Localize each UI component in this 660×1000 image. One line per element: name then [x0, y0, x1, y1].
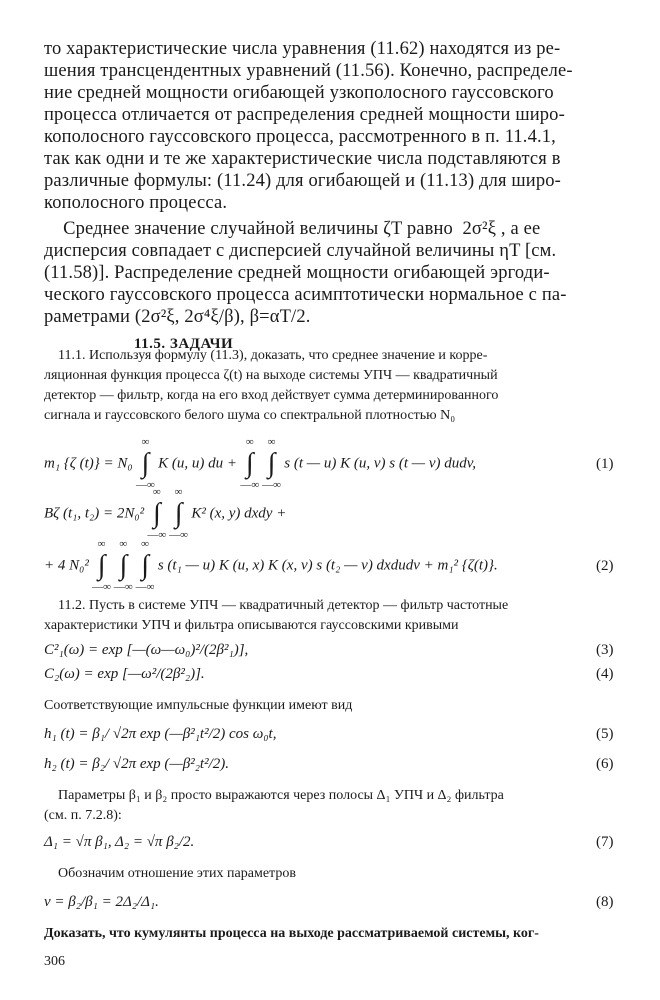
text-line: дисперсия совпадает с дисперсией случайной величины ηT [см. [44, 241, 557, 261]
eq-body: C₂(ω) = exp [—ω²/(2β²₂)]. [44, 666, 205, 682]
text-line: шения трансцендентных уравнений (11.56). Конечно, распределе- [44, 61, 573, 81]
equation-7 [0, 834, 660, 854]
integral-sign: ∞ ∫ —∞ [135, 538, 155, 593]
eq-body: C²₁(ω) = exp [—(ω—ω₀)²/(2β²₁)], [44, 642, 249, 658]
eq-body: ν = β₂/β₁ = 2Δ₂/Δ₁. [44, 894, 159, 910]
text-line: процесса отличается от распределения средней мощности широ- [44, 105, 565, 125]
equation-number: (1) [596, 456, 614, 472]
text-line: (см. п. 7.2.8): [44, 808, 122, 823]
equation-1 [0, 436, 660, 491]
text-line: раметрами (2σ²ξ, 2σ⁴ξ/β), β=αT/2. [44, 307, 311, 327]
equation-number: (6) [596, 756, 614, 772]
eq-lhs: + 4 N₀² [44, 557, 89, 574]
text-line: Доказать, что кумулянты процесса на выходе рассматриваемой системы, ког- [44, 926, 539, 941]
text-line: Параметры β₁ и β₂ просто выражаются через полосы Δ₁ УПЧ и Δ₂ фильтра [44, 788, 504, 803]
equation-number: (8) [596, 894, 614, 910]
text-line: 11.1. Используя формулу (11.3), доказать, что среднее значение и корре- [44, 348, 488, 363]
page-number: 306 [44, 954, 65, 969]
equation-8 [0, 894, 660, 914]
text-line: ляционная функция процесса ζ(t) на выходе системы УПЧ — квадратичный [44, 368, 498, 383]
eq-body: h₁ (t) = β₁/ √2π exp (—β²₁t²/2) cos ω₀t, [44, 726, 277, 742]
eq-lhs: m₁ {ζ (t)} = N₀ [44, 455, 133, 472]
text-line: Соответствующие импульсные функции имеют вид [44, 698, 353, 713]
equation-3 [0, 642, 660, 662]
integral-sign: ∞ ∫ —∞ [262, 436, 281, 491]
eq-body: Δ₁ = √π β₁, Δ₂ = √π β₂/2. [44, 834, 195, 850]
equation-4 [0, 666, 660, 686]
text-line: ние средней мощности огибающей узкополосного гауссовского [44, 83, 554, 103]
integral-sign: ∞ ∫ —∞ [113, 538, 133, 593]
equation-number: (4) [596, 666, 614, 682]
eq-term: s (t₁ — u) K (u, x) K (x, v) s (t₂ — v) dxdudv + m₁² {ζ(t)}. [157, 557, 498, 574]
eq-lhs: Bζ (t₁, t₂) = 2N₀² [44, 505, 145, 522]
integral-sign: ∞ ∫ —∞ [240, 436, 260, 491]
text-line: кополосного процесса. [44, 193, 228, 213]
integral-sign: ∞ ∫ —∞ [147, 486, 167, 541]
integral-sign: ∞ ∫ —∞ [169, 486, 188, 541]
section-heading: 11.5. ЗАДАЧИ [134, 336, 234, 352]
text-line: характеристики УПЧ и фильтра описываются гауссовскими кривыми [44, 618, 459, 633]
text-line: различные формулы: (11.24) для огибающей и (11.13) для широ- [44, 171, 561, 191]
text-line: Среднее значение случайной величины ζT равно 2σ²ξ , а ее [44, 219, 541, 239]
text-line: так как одни и те же характеристические числа подставляются в [44, 149, 561, 169]
equation-number: (2) [596, 558, 614, 574]
integral-sign: ∞ ∫ —∞ [135, 436, 155, 491]
eq-body: h₂ (t) = β₂/ √2π exp (—β²₂t²/2). [44, 756, 230, 772]
equation-6 [0, 756, 660, 776]
text-line: сигнала и гауссовского белого шума со спектральной плотностью N₀ [44, 408, 456, 423]
text-line: 11.2. Пусть в системе УПЧ — квадратичный детектор — фильтр частотные [44, 598, 509, 613]
equation-number: (5) [596, 726, 614, 742]
equation-5 [0, 726, 660, 746]
equation-2a [0, 486, 660, 541]
equation-number: (7) [596, 834, 614, 850]
integral-sign: ∞ ∫ —∞ [92, 538, 112, 593]
equation-number: (3) [596, 642, 614, 658]
text-line: кополосного гауссовского процесса, рассмотренного в п. 11.4.1, [44, 127, 556, 147]
equation-2b [0, 538, 660, 593]
eq-term: s (t — u) K (u, v) s (t — v) dudv, [284, 455, 477, 472]
text-line: Обозначим отношение этих параметров [44, 866, 296, 881]
eq-term: K² (x, y) dxdy + [191, 505, 287, 522]
text-line: детектор — фильтр, когда на его вход действует сумма детерминированного [44, 388, 499, 403]
text-line: (11.58)]. Распределение средней мощности огибающей эргоди- [44, 263, 550, 283]
text-line: ческого гауссовского процесса асимптотически нормальное с па- [44, 285, 567, 305]
text-line: то характеристические числа уравнения (11.62) находятся из ре- [44, 39, 561, 59]
eq-term: K (u, u) du + [158, 455, 237, 472]
